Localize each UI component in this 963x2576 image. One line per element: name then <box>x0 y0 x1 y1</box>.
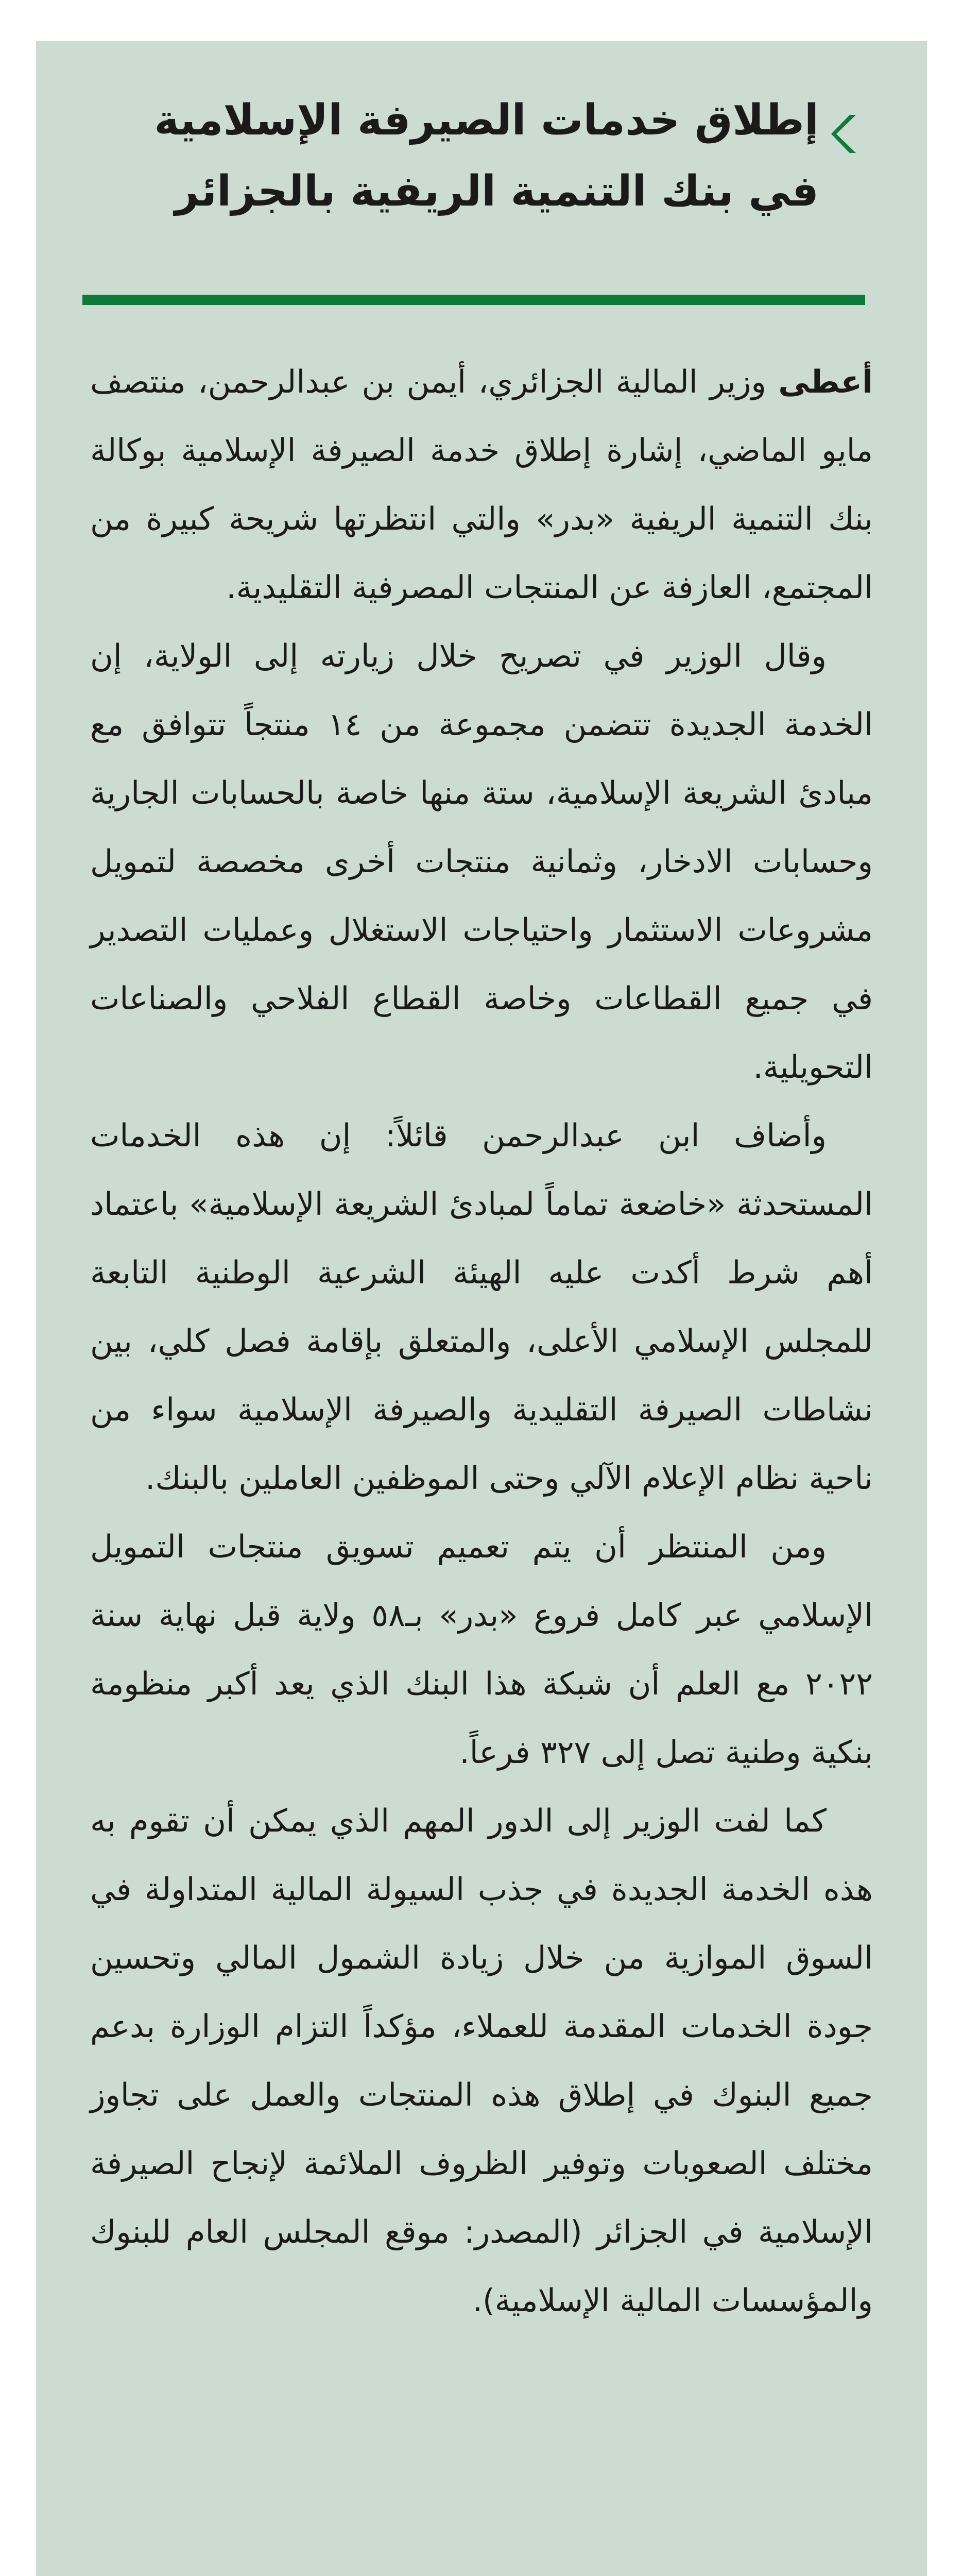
article-body <box>90 348 873 2335</box>
title-line-2: في بنك التنمية الريفية بالجزائر <box>175 167 819 216</box>
title-line-1: إطلاق خدمات الصيرفة الإسلامية <box>154 96 819 145</box>
paragraph-3: وأضاف ابن عبدالرحمن قائلاً: إن هذه الخدمات المستحدثة «خاضعة تماماً لمبادئ الشريعة الإسلامية» باعتماد أهم شرط أكدت عليه الهيئة الشرعية الوطنية التابعة للمجلس الإسلامي الأعلى، والمتعلق بإقامة فصل كلي، بين نشاطات الصيرفة التقليدية والصيرفة الإسلامية سواء من ناحية نظام الإعلام الآلي وحتى الموظفين العاملين بالبنك. <box>90 1117 873 1497</box>
paragraph-2: وقال الوزير في تصريح خلال زيارته إلى الولاية، إن الخدمة الجديدة تتضمن مجموعة من ١٤ منتجاً تتوافق مع مبادئ الشريعة الإسلامية، ستة منها خاصة بالحسابات الجارية وحسابات الادخار، وثمانية منتجات أخرى مخصصة لتمويل مشروعات الاستثمار واحتياجات الاستغلال وعمليات التصدير في جميع القطاعات وخاصة القطاع الفلاحي والصناعات التحويلية. <box>90 638 873 1086</box>
article-header <box>82 85 860 265</box>
chevron-left-icon <box>829 111 860 157</box>
paragraph-5: كما لفت الوزير إلى الدور المهم الذي يمكن أن تقوم به هذه الخدمة الجديدة في جذب السيولة المالية المتداولة في السوق الموازية من خلال زيادة الشمول المالي وتحسين جودة الخدمات المقدمة للعملاء، مؤكداً التزام الوزارة بدعم جميع البنوك في إطلاق هذه المنتجات والعمل على تجاوز مختلف الصعوبات وتوفير الظروف الملائمة لإنجاح الصيرفة الإسلامية في الجزائر (المصدر: موقع المجلس العام للبنوك والمؤسسات المالية الإسلامية). <box>90 1803 873 2319</box>
title-row <box>82 85 860 227</box>
title-divider <box>82 295 865 305</box>
paragraph-1 <box>90 348 873 622</box>
paragraph-1-text: وزير المالية الجزائري، أيمن بن عبدالرحمن، منتصف مايو الماضي، إشارة إطلاق خدمة الصيرفة الإسلامية بوكالة بنك التنمية الريفية «بدر» والتي انتظرتها شريحة كبيرة من المجتمع، العازفة عن المنتجات المصرفية التقليدية. <box>90 364 873 606</box>
lead-word: أعطى <box>778 364 873 400</box>
article-panel <box>36 41 927 2576</box>
paragraph-4: ومن المنتظر أن يتم تعميم تسويق منتجات التمويل الإسلامي عبر كامل فروع «بدر» بـ٥٨ ولاية قبل نهاية سنة ٢٠٢٢ مع العلم أن شبكة هذا البنك الذي يعد أكبر منظومة بنكية وطنية تصل إلى ٣٢٧ فرعاً. <box>90 1529 873 1771</box>
page-title <box>154 85 819 227</box>
